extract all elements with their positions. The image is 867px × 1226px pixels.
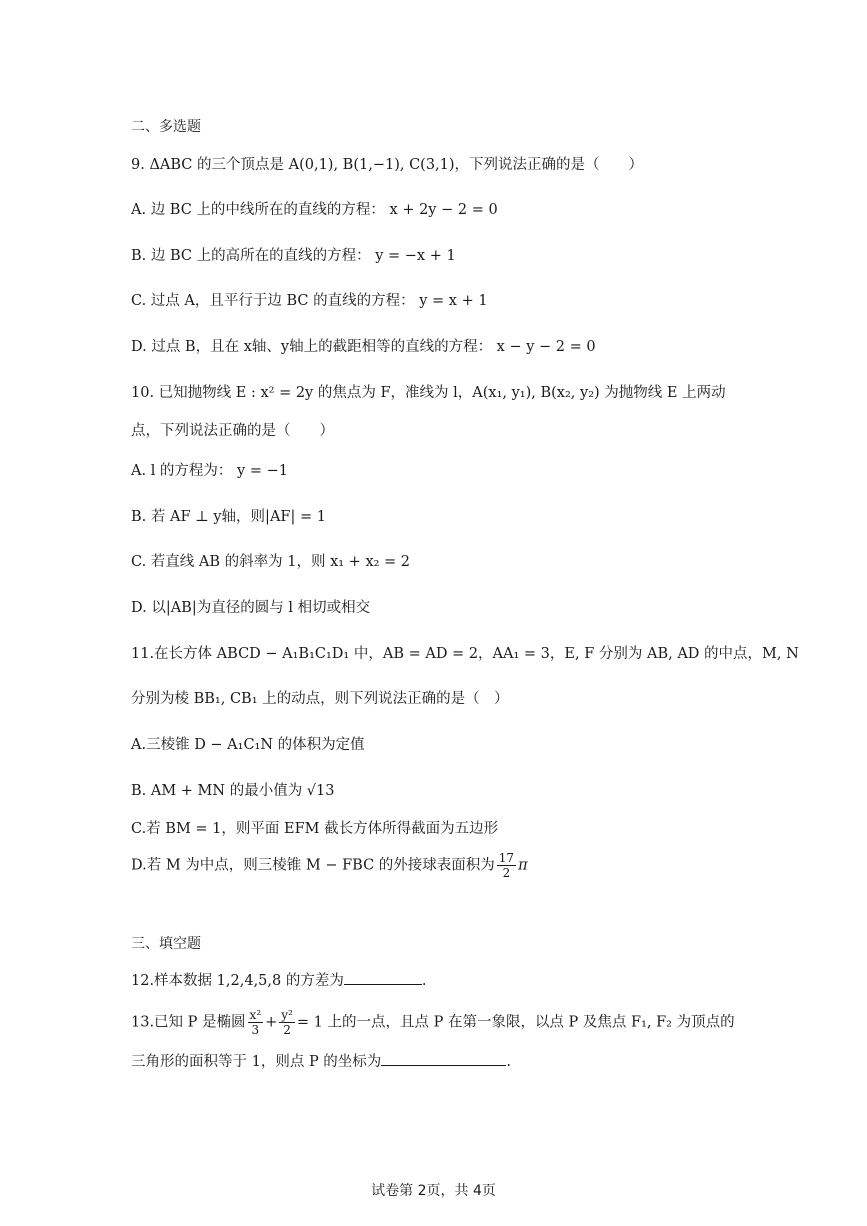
- fraction-numerator: 17: [498, 851, 515, 865]
- page-footer: 试卷第 2页，共 4页: [371, 1183, 496, 1199]
- question-10-option-a: A. l 的方程为： y = −1: [131, 463, 288, 479]
- question-11-stem-line2: 分别为棱 BB₁, CB₁ 上的动点，则下列说法正确的是（ ）: [131, 691, 509, 707]
- question-10-stem-line2: 点，下列说法正确的是（ ）: [131, 423, 334, 439]
- question-9-option-d: D. 过点 B，且在 x轴、y轴上的截距相等的直线的方程： x − y − 2 = 0: [131, 339, 596, 355]
- question-13-line2-text: 三角形的面积等于 1，则点 P 的坐标为: [131, 1054, 382, 1070]
- question-9-option-b: B. 边 BC 上的高所在的直线的方程： y = −x + 1: [131, 248, 456, 264]
- fraction-numerator: x²: [249, 1008, 262, 1022]
- answer-blank: [344, 970, 422, 985]
- question-10-option-c: C. 若直线 AB 的斜率为 1，则 x₁ + x₂ = 2: [131, 554, 411, 570]
- question-11-stem-line1: 11.在长方体 ABCD − A₁B₁C₁D₁ 中，AB = AD = 2，AA₁ = 3，E, F 分别为 AB, AD 的中点，M, N: [131, 646, 799, 662]
- question-13-line2: [131, 1051, 511, 1073]
- question-12-text: 12.样本数据 1,2,4,5,8 的方差为: [131, 973, 344, 989]
- question-10-option-d: D. 以|AB|为直径的圆与 l 相切或相交: [131, 600, 371, 616]
- fraction-denominator: 2: [502, 866, 511, 880]
- question-10-stem-line1: 10. 已知抛物线 E : x² = 2y 的焦点为 F，准线为 l，A(x₁, y₁), B(x₂, y₂) 为抛物线 E 上两动: [131, 385, 726, 401]
- question-11-option-b: B. AM + MN 的最小值为 √13: [131, 783, 335, 799]
- question-10-option-b: B. 若 AF ⊥ y轴，则|AF| = 1: [131, 509, 326, 525]
- fraction-denominator: 3: [251, 1023, 260, 1037]
- pi-symbol: π: [518, 857, 528, 874]
- question-11-option-c: C.若 BM = 1，则平面 EFM 截长方体所得截面为五边形: [131, 821, 499, 837]
- question-11-option-d-prefix: D.若 M 为中点，则三棱锥 M − FBC 的外接球表面积为: [131, 857, 495, 874]
- fraction-y2-over-2: [279, 1008, 295, 1037]
- question-12-end: .: [421, 973, 427, 989]
- fraction-denominator: 2: [283, 1023, 291, 1037]
- question-12: [131, 970, 426, 992]
- plus-sign: +: [265, 1014, 278, 1031]
- fraction-numerator: y²: [281, 1008, 293, 1022]
- question-13-suffix: = 1 上的一点，且点 P 在第一象限，以点 P 及焦点 F₁, F₂ 为顶点的: [296, 1014, 735, 1031]
- fraction-x2-over-3: [248, 1008, 264, 1037]
- question-13-end: .: [506, 1054, 511, 1070]
- question-9-option-a: A. 边 BC 上的中线所在的直线的方程： x + 2y − 2 = 0: [131, 202, 498, 218]
- section-title-multiple-choice: 二、多选题: [131, 119, 201, 135]
- question-9-option-c: C. 过点 A，且平行于边 BC 的直线的方程： y = x + 1: [131, 293, 488, 309]
- question-11-option-a: A.三棱锥 D − A₁C₁N 的体积为定值: [131, 737, 365, 753]
- answer-blank: [381, 1051, 506, 1066]
- question-13-prefix: 13.已知 P 是椭圆: [131, 1014, 246, 1031]
- question-11-option-d: [131, 851, 528, 880]
- question-13-line1: [131, 1008, 735, 1037]
- section-title-fill-in-blank: 三、填空题: [131, 936, 201, 952]
- fraction-17-over-2: [497, 851, 516, 880]
- question-9-stem: 9. ΔABC 的三个顶点是 A(0,1), B(1,−1), C(3,1)，下列说法正确的是（ ）: [131, 157, 644, 173]
